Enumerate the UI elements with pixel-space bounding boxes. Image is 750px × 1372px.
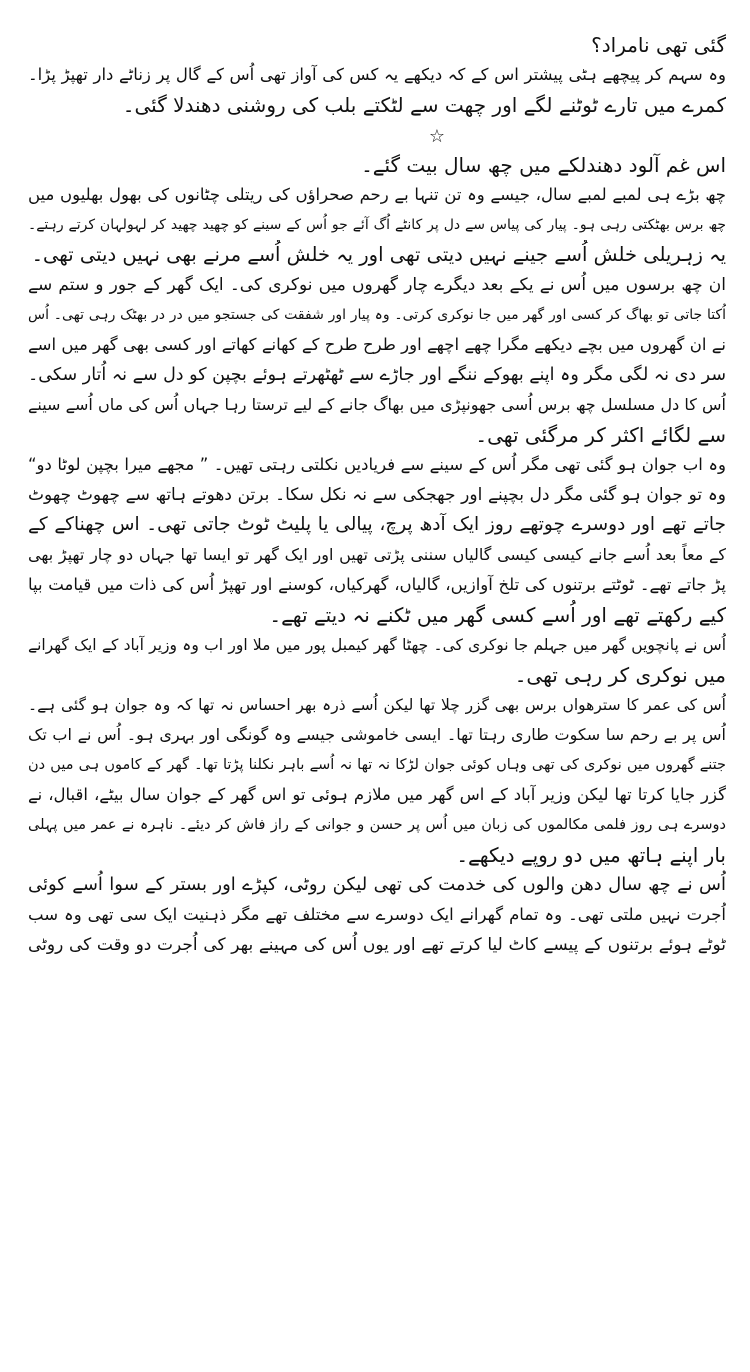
text-line: ٹوٹے ہوئے برتنوں کے پیسے کاٹ لیا کرتے تھے اور یوں اُس کی مہینے بھر کی اُجرت دو وقت کی روٹی [28, 935, 726, 955]
text-line: اُس نے چھ سال دھن والوں کی خدمت کی تھی لیکن روٹی، کپڑے اور بستر کے سوا اُسے کوئی [28, 874, 726, 895]
text-line: بار اپنے ہاتھ میں دو روپے دیکھے۔ [456, 843, 726, 867]
text-line: وہ تو جوان ہو گئی مگر دل بچپنے اور جھجکی سے نہ نکل سکا۔ برتن دھوتے ہاتھ سے چھوٹ چھوٹ [28, 485, 726, 505]
text-line: میں نوکری کر رہی تھی۔ [514, 663, 726, 687]
text-line: کیے رکھتے تھے اور اُسے کسی گھر میں ٹکنے نہ دیتے تھے۔ [269, 603, 726, 627]
text-line: سر دی نہ لگی مگر وہ اپنے بھوکے ننگے اور جاڑے سے ٹھٹھرتے ہوئے بچپن کو دل سے نہ اُتار سکی۔ [28, 365, 726, 385]
text-line: وہ سہم کر پیچھے ہٹی پیشتر اس کے کہ دیکھے یہ کس کی آواز تھی اُس کے گال پر زناٹے دار تھپڑ پڑا۔ [28, 65, 726, 84]
text-line: اُجرت نہیں ملتی تھی۔ وہ تمام گھرانے ایک دوسرے سے مختلف تھے مگر ذہنیت ایک سی تھی وہ سب [28, 905, 726, 924]
text-line: اس غم آلود دھندلکے میں چھ سال بیت گئے۔ [361, 153, 726, 177]
text-line: چھ بڑے ہی لمبے لمبے سال، جیسے وہ تن تنہا بے رحم صحراؤں کی ریتلی چٹانوں کی بھول بھلیوں میں [28, 185, 726, 204]
text-line: گزر جایا کرتا تھا لیکن وزیر آباد کے اس گھر میں ملازم ہوئی تو اس گھر کے جوان سال بیٹے، اقبال، نے [28, 785, 726, 804]
text-line: گئی تھی نامراد؟ [591, 33, 726, 57]
text-line: کمرے میں تارے ٹوٹنے لگے اور چھت سے لٹکتے بلب کی روشنی دھندلا گئی۔ [122, 93, 726, 117]
text-line: نے ان گھروں میں بچے دیکھے مگرا چھے اچھے اور طرح طرح کے کھانے کھاتے اور کسی بھی گھر میں اسے [28, 335, 726, 354]
text-line: اُکتا جاتی تو بھاگ کر کسی اور گھر میں جا نوکری کرتی۔ وہ پیار اور شفقت کی جستجو میں در در بھٹک رہی تھی۔ اُس [28, 307, 726, 323]
text-line: جاتے تھے اور دوسرے چوتھے روز ایک آدھ پرچ، پیالی یا پلیٹ ٹوٹ جاتی تھی۔ اس چھناکے کے [28, 514, 726, 535]
section-divider-star-icon: ☆ [428, 126, 446, 147]
text-line: چھ برس بھٹکتی رہی ہو۔ پیار کی پیاس سے دل پر کانٹے اُگ آئے جو اُس کے سینے کو چھید چھید کر لہولہان کرتے رہتے۔ [28, 217, 726, 233]
text-line: جتنے گھروں میں نوکری کی تھی وہاں کوئی جوان لڑکا نہ تھا نہ اُسے باہر نکلنا پڑتا تھا۔ گھر کے کاموں ہی میں دن [28, 757, 726, 773]
text-line: اُس نے پانچویں گھر میں جہلم جا نوکری کی۔ چھٹا گھر کیمبل پور میں ملا اور اب وہ وزیر آباد کے ایک گھرانے [28, 636, 726, 654]
text-line: یہ زہریلی خلش اُسے جینے نہیں دیتی تھی اور یہ خلش اُسے مرنے بھی نہیں دیتی تھی۔ [31, 243, 726, 266]
text-line: سے لگائے اکثر کر مرگئی تھی۔ [475, 423, 726, 447]
text-line: کے معاً بعد اُسے جانے کیسی کیسی گالیاں سننی پڑتی تھیں اور ایک گھر تو ایسا تھا جہاں دو چار تھپڑ بھی [28, 545, 726, 564]
text-line: ان چھ برسوں میں اُس نے یکے بعد دیگرے چار گھروں میں نوکری کی۔ ایک گھر کے جور و ستم سے [28, 275, 726, 295]
text-line: دوسرے ہی روز فلمی مکالموں کی زبان میں اُس پر حسن و جوانی کے راز فاش کر دیئے۔ ناہرہ نے عمر میں پہلی [28, 817, 726, 833]
text-line: اُس کی عمر کا سترھواں برس بھی گزر چلا تھا لیکن اُسے ذرہ بھر احساس نہ تھا کہ وہ جوان ہو گئی ہے۔ [28, 696, 726, 714]
text-line: اُس کا دل مسلسل چھ برس اُسی جھونپڑی میں بھاگ جانے کے لیے ترستا رہا جہاں اُس کی ماں اُسے سینے [28, 395, 726, 414]
text-line: پڑ جاتے تھے۔ ٹوٹتے برتنوں کی تلخ آوازیں، گالیاں، گھرکیاں، کوسنے اور تھپڑ اُس کی ذات میں قیامت بپا [28, 575, 726, 594]
text-line: اُس پر بے رحم سا سکوت طاری رہتا تھا۔ ایسی خاموشی جیسے وہ گونگی اور بہری ہو۔ اُس نے اب تک [28, 725, 726, 744]
text-line: وہ اب جوان ہو گئی تھی مگر اُس کے سینے سے فریادیں نکلتی رہتی تھیں۔ ” مجھے میرا بچپن لوٹا دو“ [28, 455, 726, 474]
